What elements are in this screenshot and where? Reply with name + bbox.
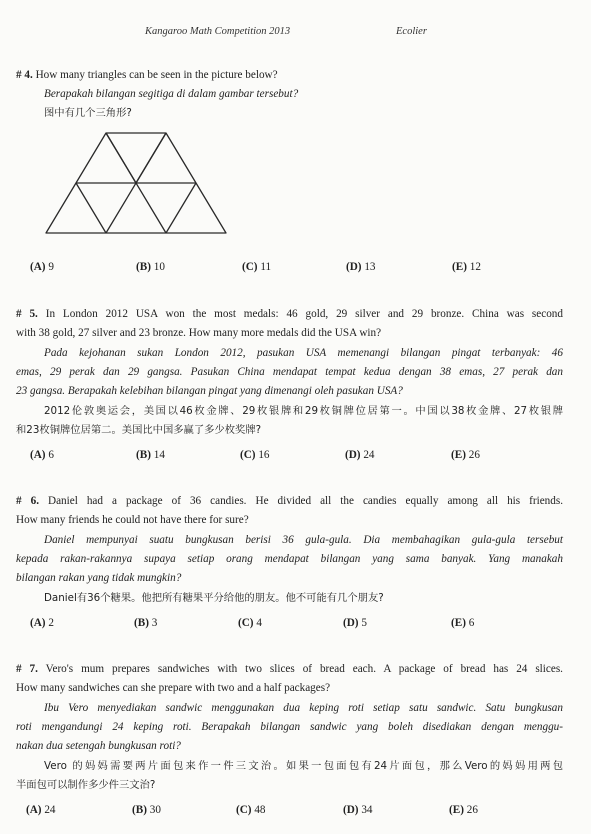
choice-c[interactable]: (C) 48 xyxy=(236,804,266,816)
choice-a[interactable]: (A) 2 xyxy=(30,617,54,629)
question-7-zh-line1: Vero 的妈妈需要两片面包来作一件三文治。如果一包面包有24片面包，那么Vero的妈妈用两包 xyxy=(44,760,563,772)
choice-c[interactable]: (C) 16 xyxy=(240,449,270,461)
question-7-ms-line2: roti mengandungi 24 keping roti. Berapakah bilangan sandwic yang boleh disediakan dengan menggu- xyxy=(16,721,563,733)
page-header xyxy=(0,26,591,42)
answer-choices xyxy=(0,804,591,820)
question-text-en: How many triangles can be seen in the picture below? xyxy=(35,69,278,81)
answer-choices xyxy=(0,261,591,277)
question-6-ms-line2: kepada rakan-rakannya supaya setiap orang mendapat bilangan yang sama banyak. Yang manakah xyxy=(16,553,563,565)
question-5-ms-line2: emas, 29 perak dan 29 gangsa. Pasukan China mendapat tempat kedua dengan 38 emas, 27 perak dan xyxy=(16,366,563,378)
figure-diagonal xyxy=(136,133,166,183)
answer-choices xyxy=(0,617,591,633)
choice-b[interactable]: (B) 30 xyxy=(132,804,161,816)
question-7-zh-line2: 半面包可以制作多少件三文治? xyxy=(16,779,156,791)
question-number: # 5. xyxy=(16,308,38,320)
choice-d[interactable]: (D) 34 xyxy=(343,804,373,816)
question-7-en-line1: # 7. Vero's mum prepares sandwiches with two slices of bread each. A package of bread has 24 slices. xyxy=(16,663,563,675)
choice-e[interactable]: (E) 26 xyxy=(451,449,480,461)
level-label: Ecolier xyxy=(396,26,427,37)
choice-a[interactable]: (A) 24 xyxy=(26,804,56,816)
choice-e[interactable]: (E) 6 xyxy=(451,617,475,629)
choice-d[interactable]: (D) 24 xyxy=(345,449,375,461)
question-5-en-line2: with 38 gold, 27 silver and 23 bronze. How many more medals did the USA win? xyxy=(16,327,382,339)
question-7-ms-line3: nakan dua setengah bungkusan roti? xyxy=(16,740,181,752)
question-5-zh-line1: 2012伦敦奥运会，美国以46枚金牌、29枚银牌和29枚铜牌位居第一。中国以38枚金牌、27枚银牌 xyxy=(44,405,563,417)
question-number: # 6. xyxy=(16,495,39,507)
figure-diagonal xyxy=(76,183,106,233)
question-6-en-line2: How many friends he could not have there for sure? xyxy=(16,514,249,526)
question-5-ms-line3: 23 gangsa. Berapakah kelebihan bilangan pingat yang dimenangi oleh pasukan USA? xyxy=(16,385,403,397)
question-7-ms-line1: Ibu Vero menyediakan sandwic menggunakan dua keping roti setiap satu sandwic. Satu bungkusan xyxy=(44,702,563,714)
triangle-figure xyxy=(40,128,240,238)
question-7-en-line2: How many sandwiches can she prepare with two and a half packages? xyxy=(16,682,331,694)
question-5-en-line1: # 5. In London 2012 USA won the most medals: 46 gold, 29 silver and 29 bronze. China was second xyxy=(16,308,563,320)
figure-diagonal xyxy=(166,183,196,233)
question-4-en xyxy=(16,67,563,83)
choice-c[interactable]: (C) 4 xyxy=(238,617,262,629)
figure-diagonal xyxy=(106,133,136,183)
choice-d[interactable]: (D) 5 xyxy=(343,617,367,629)
choice-b[interactable]: (B) 10 xyxy=(136,261,165,273)
answer-choices xyxy=(0,449,591,465)
choice-b[interactable]: (B) 3 xyxy=(134,617,158,629)
choice-c[interactable]: (C) 11 xyxy=(242,261,272,273)
competition-title: Kangaroo Math Competition 2013 xyxy=(145,26,291,37)
choice-e[interactable]: (E) 12 xyxy=(452,261,481,273)
question-4-ms: Berapakah bilangan segitiga di dalam gambar tersebut? xyxy=(44,88,299,100)
question-5-zh-line2: 和23枚铜牌位居第二。美国比中国多赢了多少枚奖牌? xyxy=(16,424,262,436)
choice-b[interactable]: (B) 14 xyxy=(136,449,165,461)
question-6-en-line1: # 6. Daniel had a package of 36 candies. He divided all the candies equally among all his friends. xyxy=(16,495,564,507)
question-6-ms-line3: bilangan rakan yang tidak mungkin? xyxy=(16,572,182,584)
choice-a[interactable]: (A) 6 xyxy=(30,449,54,461)
question-number: # 4. xyxy=(16,69,33,81)
question-5-ms-line1: Pada kejohanan sukan London 2012, pasukan USA memenangi bilangan pingat terbanyak: 46 xyxy=(44,347,563,359)
choice-a[interactable]: (A) 9 xyxy=(30,261,54,273)
choice-d[interactable]: (D) 13 xyxy=(346,261,376,273)
question-6-ms-line1: Daniel mempunyai suatu bungkusan berisi 36 gula-gula. Dia membahagikan gula-gula tersebut xyxy=(44,534,563,546)
question-4-zh: 图中有几个三角形? xyxy=(44,107,132,119)
choice-e[interactable]: (E) 26 xyxy=(449,804,478,816)
question-6-zh: Daniel有36个糖果。他把所有糖果平分给他的朋友。他不可能有几个朋友? xyxy=(44,592,384,604)
question-number: # 7. xyxy=(16,663,38,675)
